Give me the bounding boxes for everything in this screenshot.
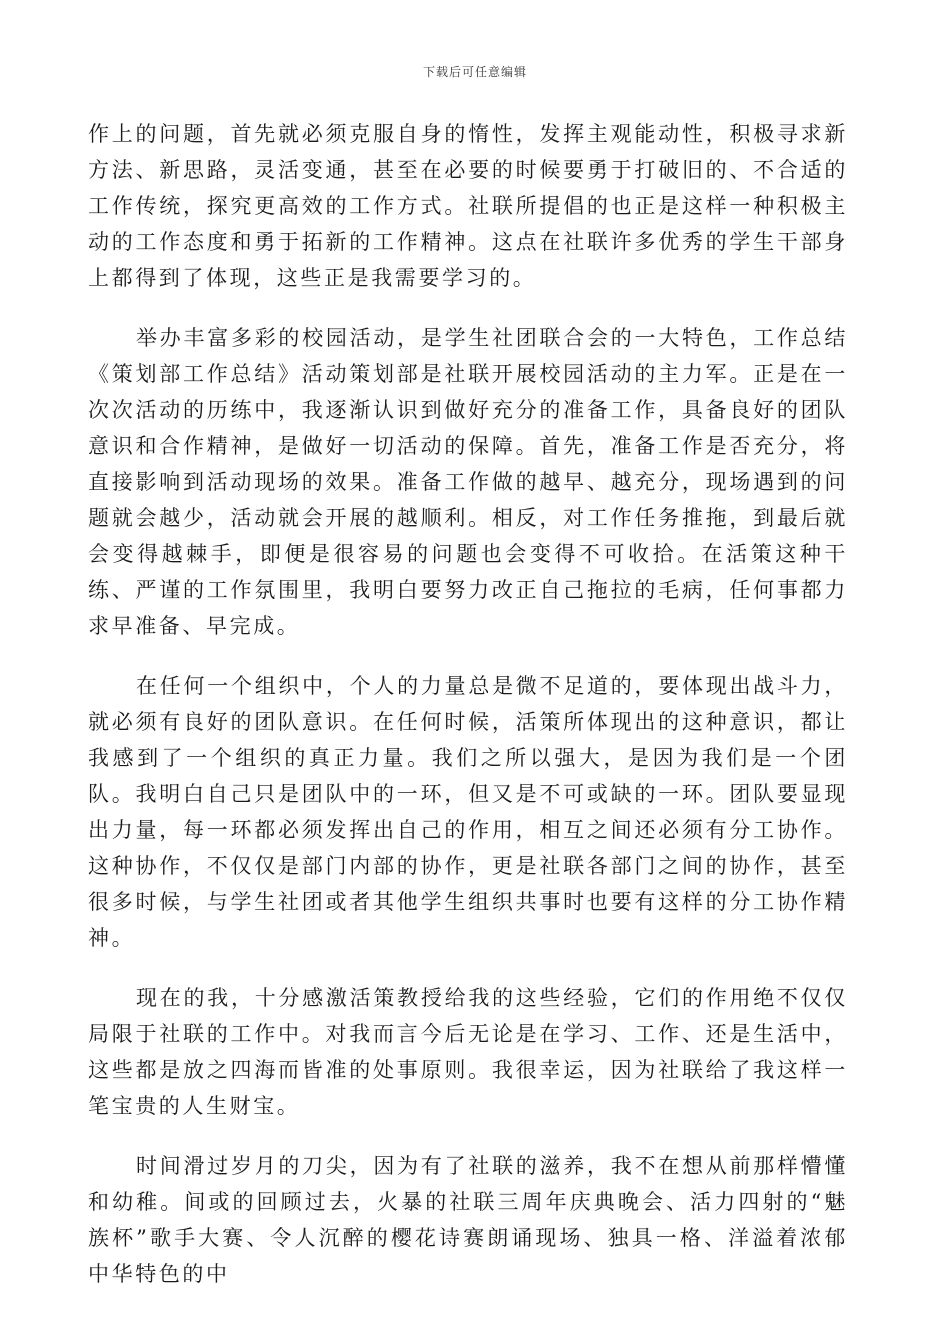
paragraph-3: 在任何一个组织中，个人的力量总是微不足道的，要体现出战斗力，就必须有良好的团队意识。在任何时候，活策所体现出的这种意识，都让我感到了一个组织的真正力量。我们之所以强大，是因为我们是一个团队。我明白自己只是团队中的一环，但又是不可或缺的一环。团队要显现出力量，每一环都必须发挥出自己的作用，相互之间还必须有分工协作。这种协作，不仅仅是部门内部的协作，更是社联各部门之间的协作，甚至很多时候，与学生社团或者其他学生组织共事时也要有这样的分工协作精神。: [88, 674, 848, 950]
paragraph-5: 时间滑过岁月的刀尖，因为有了社联的滋养，我不在想从前那样懵懂和幼稚。间或的回顾过去，火暴的社联三周年庆典晚会、活力四射的“魅族杯”歌手大赛、令人沉醉的樱花诗赛朗诵现场、独具一格、洋溢着浓郁中华特色的中: [88, 1154, 848, 1286]
paragraph-4: 现在的我，十分感激活策教授给我的这些经验，它们的作用绝不仅仅局限于社联的工作中。对我而言今后无论是在学习、工作、还是生活中，这些都是放之四海而皆准的处事原则。我很幸运，因为社联给了我这样一笔宝贵的人生财宝。: [88, 986, 848, 1118]
paragraph-1: 作上的问题，首先就必须克服自身的惰性，发挥主观能动性，积极寻求新方法、新思路，灵活变通，甚至在必要的时候要勇于打破旧的、不合适的工作传统，探究更高效的工作方式。社联所提倡的也正是这样一种积极主动的工作态度和勇于拓新的工作精神。这点在社联许多优秀的学生干部身上都得到了体现，这些正是我需要学习的。: [88, 122, 848, 290]
paragraph-2: 举办丰富多彩的校园活动，是学生社团联合会的一大特色，工作总结《策划部工作总结》活动策划部是社联开展校园活动的主力军。正是在一次次活动的历练中，我逐渐认识到做好充分的准备工作，具备良好的团队意识和合作精神，是做好一切活动的保障。首先，准备工作是否充分，将直接影响到活动现场的效果。准备工作做的越早、越充分，现场遇到的问题就会越少，活动就会开展的越顺利。相反，对工作任务推拖，到最后就会变得越棘手，即便是很容易的问题也会变得不可收拾。在活策这种干练、严谨的工作氛围里，我明白要努力改正自己拖拉的毛病，任何事都力求早准备、早完成。: [88, 326, 848, 638]
page-header: 下载后可任意编辑: [422, 65, 527, 79]
document-body: [88, 116, 848, 1316]
